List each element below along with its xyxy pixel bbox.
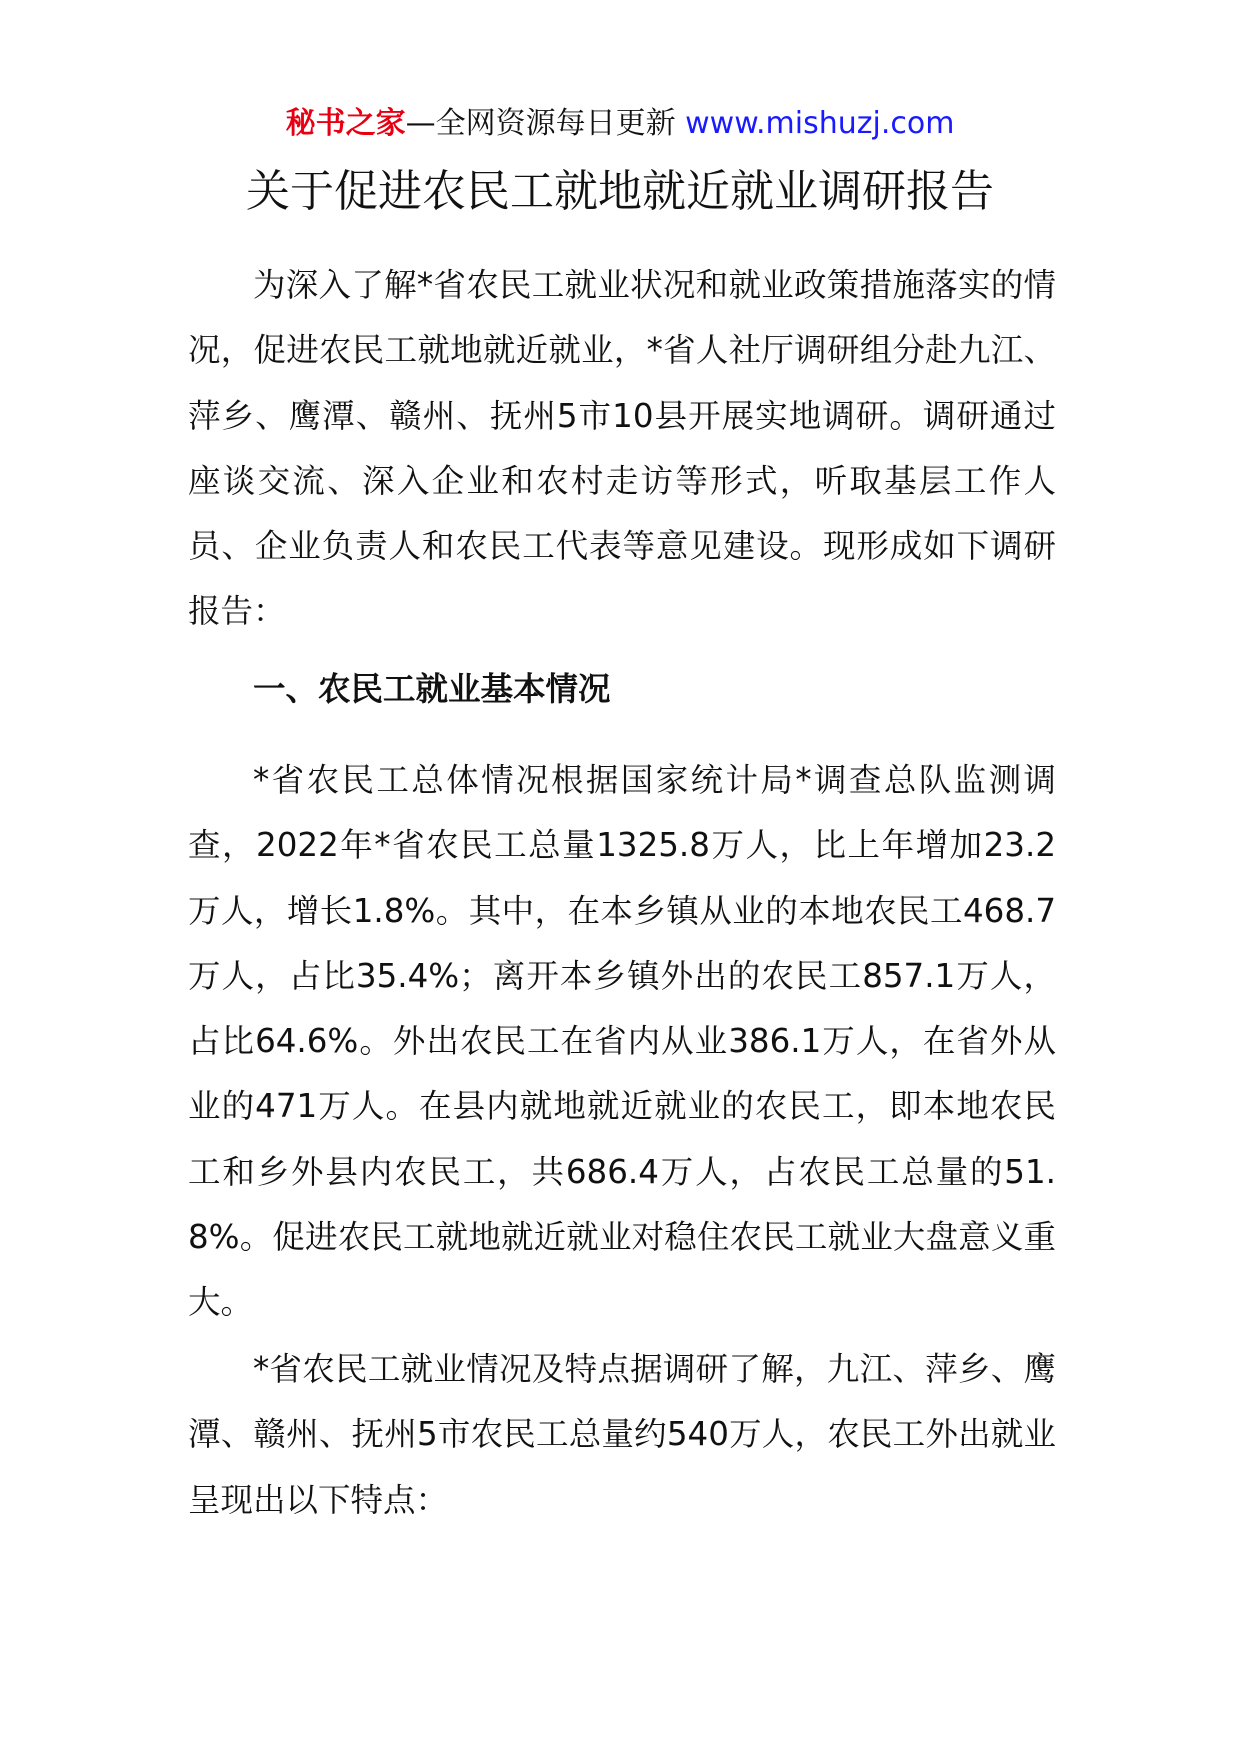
site-brand: 秘书之家 [285, 106, 406, 141]
paragraph-overall-situation: *省农民工总体情况根据国家统计局*调查总队监测调查，2022年*省农民工总量1325.8万人，比上年增加23.2万人，增长1.8%。其中，在本乡镇从业的本地农民工468.7万人，占比35.4%；离开本乡镇外出的农民工857.1万人，占比64.6%。外出农民工在省内从业386.1万人，在省外从业的471万人。在县内就地就近就业的农民工，即本地农民工和乡外县内农民工，共686.4万人，占农民工总量的51.8%。促进农民工就地就近就业对稳住农民工就业大盘意义重大。 [188, 761, 1056, 1322]
document-title: 关于促进农民工就地就近就业调研报告 [246, 166, 994, 217]
site-header [0, 104, 1240, 144]
site-tagline: —全网资源每日更新 [405, 106, 676, 141]
site-url-link[interactable]: www.mishuzj.com [685, 106, 955, 141]
paragraph-intro: 为深入了解*省农民工就业状况和就业政策措施落实的情况，促进农民工就地就近就业，*省人社厅调研组分赴九江、萍乡、鹰潭、赣州、抚州5市10县开展实地调研。调研通过座谈交流、深入企业和农村走访等形式，听取基层工作人员、企业负责人和农民工代表等意见建设。现形成如下调研报告： [188, 266, 1056, 631]
section-heading-1: 一、农民工就业基本情况 [253, 670, 611, 708]
paragraph-employment-features: *省农民工就业情况及特点据调研了解，九江、萍乡、鹰潭、赣州、抚州5市农民工总量约540万人，农民工外出就业呈现出以下特点： [188, 1350, 1056, 1519]
